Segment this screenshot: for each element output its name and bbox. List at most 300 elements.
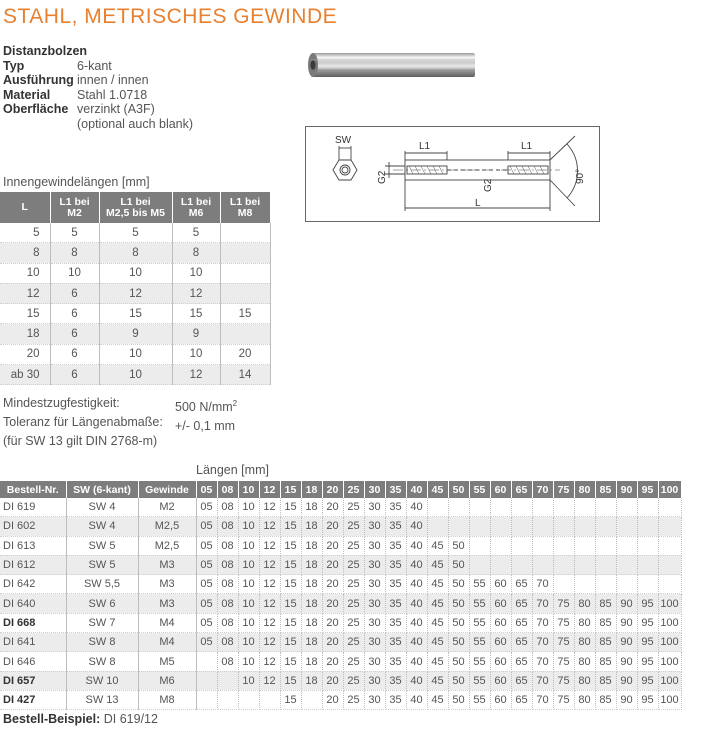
length-cell: 85 <box>595 690 616 709</box>
table-row <box>0 555 681 574</box>
thread-cell: M4 <box>138 613 196 632</box>
table-row <box>0 690 681 709</box>
header-line: M2 <box>67 206 82 219</box>
length-cell: 90 <box>616 613 637 632</box>
length-cell <box>637 575 658 594</box>
length-cell <box>427 517 448 536</box>
length-cell: 25 <box>343 498 364 517</box>
table-cell: 12 <box>172 365 220 385</box>
length-cell: 75 <box>553 671 574 690</box>
thread-table-header-cell <box>0 192 50 223</box>
header-line: L1 bei <box>229 195 261 208</box>
length-cell <box>427 498 448 517</box>
length-cell: 100 <box>658 594 681 613</box>
order-example-label: Bestell-Beispiel: <box>3 712 101 726</box>
table-cell: 15 <box>172 304 220 324</box>
length-cell: 55 <box>469 671 490 690</box>
note-row <box>3 415 237 434</box>
length-cell: 20 <box>322 498 343 517</box>
length-cell: 25 <box>343 517 364 536</box>
length-cell: 60 <box>490 652 511 671</box>
length-cell: 18 <box>301 498 322 517</box>
table-cell: 6 <box>50 365 99 385</box>
length-cell: 75 <box>553 633 574 652</box>
length-cell <box>574 517 595 536</box>
note-label: Toleranz für Längenabmaße: <box>3 415 163 430</box>
spec-label: Oberfläche <box>3 102 69 117</box>
length-cell <box>448 498 469 517</box>
length-cell <box>238 690 259 709</box>
table-row <box>0 283 270 303</box>
length-cell: 90 <box>616 633 637 652</box>
header-line: M8 <box>237 206 253 219</box>
order-table-header-cell: 90 <box>616 481 637 498</box>
length-cell <box>469 517 490 536</box>
length-cell: 30 <box>364 498 385 517</box>
table-row <box>0 365 270 385</box>
length-cell <box>490 517 511 536</box>
order-number-cell: DI 641 <box>0 633 66 652</box>
spec-value: innen / innen <box>77 73 149 88</box>
length-cell: 70 <box>532 575 553 594</box>
length-cell: 70 <box>532 652 553 671</box>
length-cell: 10 <box>238 613 259 632</box>
length-cell: 18 <box>301 613 322 632</box>
length-cell: 90 <box>616 690 637 709</box>
length-cell: 40 <box>406 498 427 517</box>
page-title: STAHL, METRISCHES GEWINDE <box>3 5 338 28</box>
length-cell: 100 <box>658 652 681 671</box>
length-cell: 12 <box>259 498 280 517</box>
spec-row <box>3 117 193 132</box>
order-number-cell: DI 602 <box>0 517 66 536</box>
drawing-l-label: L <box>475 198 481 209</box>
length-cell: 25 <box>343 613 364 632</box>
order-number-cell: DI 613 <box>0 536 66 555</box>
length-cell: 55 <box>469 575 490 594</box>
wrench-size-cell: SW 8 <box>66 633 138 652</box>
order-table-header-cell: 65 <box>511 481 532 498</box>
thread-table-header-cell <box>172 192 220 223</box>
drawing-l1-right: L1 <box>521 141 533 152</box>
length-cell: 15 <box>280 498 301 517</box>
length-cell <box>196 690 217 709</box>
note-value <box>175 396 237 415</box>
table-cell: 5 <box>99 223 172 243</box>
wrench-size-cell: SW 13 <box>66 690 138 709</box>
drawing-angle: 90° <box>575 168 586 184</box>
length-cell: 75 <box>553 690 574 709</box>
spec-label <box>3 117 77 132</box>
length-cell: 85 <box>595 594 616 613</box>
spec-row <box>3 102 193 117</box>
length-cell: 100 <box>658 690 681 709</box>
table-cell: 8 <box>172 243 220 263</box>
technical-drawing <box>305 126 600 222</box>
length-cell: 60 <box>490 594 511 613</box>
length-cell <box>532 555 553 574</box>
length-cell: 18 <box>301 652 322 671</box>
length-cell: 35 <box>385 517 406 536</box>
length-cell <box>490 555 511 574</box>
length-cell <box>490 536 511 555</box>
length-cell: 65 <box>511 613 532 632</box>
note-value-text: 500 N/mm <box>175 400 233 415</box>
table-row <box>0 517 681 536</box>
spec-row <box>3 88 193 103</box>
order-table-header-cell: 15 <box>280 481 301 498</box>
length-cell: 70 <box>532 633 553 652</box>
length-cell: 10 <box>238 575 259 594</box>
length-cell <box>658 517 681 536</box>
order-table-header-cell: 25 <box>343 481 364 498</box>
length-cell: 18 <box>301 633 322 652</box>
table-cell <box>220 263 270 283</box>
length-cell: 55 <box>469 652 490 671</box>
header-line: L1 bei <box>180 195 212 208</box>
order-table-header-cell: 10 <box>238 481 259 498</box>
length-cell <box>595 498 616 517</box>
header-line: L <box>21 201 28 213</box>
table-cell: 8 <box>99 243 172 263</box>
length-cell: 35 <box>385 594 406 613</box>
order-table-header <box>0 481 681 498</box>
length-cell: 20 <box>322 671 343 690</box>
table-cell: 10 <box>172 344 220 364</box>
drawing-l1-left: L1 <box>419 141 431 152</box>
spec-value: Stahl 1.0718 <box>77 87 148 102</box>
order-table-header-cell: 18 <box>301 481 322 498</box>
length-cell: 05 <box>196 613 217 632</box>
thread-cell: M3 <box>138 594 196 613</box>
length-cell <box>553 536 574 555</box>
length-cell: 12 <box>259 633 280 652</box>
table-row <box>0 498 681 517</box>
length-cell: 40 <box>406 575 427 594</box>
length-cell <box>217 690 238 709</box>
length-cell: 70 <box>532 594 553 613</box>
length-cell <box>616 536 637 555</box>
order-table-caption: Längen [mm] <box>196 463 269 477</box>
drawing-g2-right: G2 <box>483 178 494 192</box>
product-specs <box>3 44 193 132</box>
order-number-cell: DI 427 <box>0 690 66 709</box>
thread-cell: M8 <box>138 690 196 709</box>
length-cell <box>658 498 681 517</box>
length-cell <box>301 690 322 709</box>
length-cell <box>490 498 511 517</box>
length-cell <box>595 517 616 536</box>
length-cell: 25 <box>343 690 364 709</box>
order-table-header-cell: SW (6-kant) <box>66 481 138 498</box>
order-table-header-cell: 60 <box>490 481 511 498</box>
length-cell: 90 <box>616 594 637 613</box>
length-cell <box>196 671 217 690</box>
length-cell: 30 <box>364 575 385 594</box>
length-cell: 12 <box>259 671 280 690</box>
length-cell: 30 <box>364 517 385 536</box>
length-cell: 50 <box>448 690 469 709</box>
length-cell: 40 <box>406 671 427 690</box>
order-table-header-cell: 45 <box>427 481 448 498</box>
table-cell: 6 <box>50 324 99 344</box>
length-cell: 55 <box>469 690 490 709</box>
length-cell <box>595 575 616 594</box>
length-cell: 30 <box>364 671 385 690</box>
length-cell: 45 <box>427 536 448 555</box>
length-cell: 80 <box>574 690 595 709</box>
length-cell: 15 <box>280 594 301 613</box>
table-cell: 8 <box>50 243 99 263</box>
table-cell: 12 <box>99 283 172 303</box>
spec-row <box>3 59 193 74</box>
header-line: L1 bei <box>120 195 151 208</box>
length-cell <box>616 555 637 574</box>
length-cell: 50 <box>448 652 469 671</box>
thread-cell: M3 <box>138 555 196 574</box>
length-cell: 10 <box>238 517 259 536</box>
note-superscript: 2 <box>232 399 238 408</box>
length-cell: 40 <box>406 690 427 709</box>
length-cell: 08 <box>217 498 238 517</box>
length-cell: 10 <box>238 652 259 671</box>
length-cell: 90 <box>616 652 637 671</box>
table-row <box>0 652 681 671</box>
order-table <box>0 481 682 710</box>
order-table-header-cell: 95 <box>637 481 658 498</box>
length-cell <box>259 690 280 709</box>
length-cell: 05 <box>196 633 217 652</box>
length-cell: 12 <box>259 555 280 574</box>
length-cell <box>511 498 532 517</box>
order-example-value: DI 619/12 <box>103 712 158 726</box>
wrench-size-cell: SW 4 <box>66 517 138 536</box>
order-number-cell: DI 668 <box>0 613 66 632</box>
order-table-header-cell: 20 <box>322 481 343 498</box>
length-cell: 65 <box>511 575 532 594</box>
length-cell: 05 <box>196 498 217 517</box>
length-cell <box>616 517 637 536</box>
length-cell: 40 <box>406 555 427 574</box>
length-cell: 08 <box>217 575 238 594</box>
length-cell: 30 <box>364 555 385 574</box>
length-cell: 95 <box>637 690 658 709</box>
length-cell: 55 <box>469 613 490 632</box>
length-cell <box>217 671 238 690</box>
wrench-size-cell: SW 5 <box>66 555 138 574</box>
length-cell <box>637 517 658 536</box>
length-cell <box>574 555 595 574</box>
length-cell <box>658 536 681 555</box>
table-cell: 10 <box>172 263 220 283</box>
thread-table-header-cell <box>50 192 99 223</box>
length-cell: 20 <box>322 575 343 594</box>
length-cell: 25 <box>343 536 364 555</box>
order-number-cell: DI 640 <box>0 594 66 613</box>
note-value-text: +/- 0,1 mm <box>175 419 236 434</box>
length-cell: 25 <box>343 652 364 671</box>
thread-length-table <box>0 192 271 385</box>
thread-table-header-cell <box>220 192 270 223</box>
header-line: M2,5 bis M5 <box>106 206 165 219</box>
table-cell: 12 <box>0 283 50 303</box>
length-cell <box>658 575 681 594</box>
length-cell <box>574 575 595 594</box>
table-row <box>0 304 270 324</box>
length-cell: 95 <box>637 613 658 632</box>
spec-label: Material <box>3 87 51 102</box>
order-table-header-cell: 55 <box>469 481 490 498</box>
length-cell: 80 <box>574 652 595 671</box>
length-cell: 35 <box>385 498 406 517</box>
table-cell: 5 <box>172 223 220 243</box>
length-cell: 65 <box>511 652 532 671</box>
order-table-header-cell: 40 <box>406 481 427 498</box>
notes <box>3 396 237 449</box>
length-cell: 50 <box>448 575 469 594</box>
table-cell: 10 <box>99 344 172 364</box>
spec-value: verzinkt (A3F) <box>77 102 155 117</box>
table-cell: 10 <box>99 365 172 385</box>
length-cell: 95 <box>637 594 658 613</box>
thread-cell: M3 <box>138 575 196 594</box>
length-cell: 10 <box>238 536 259 555</box>
length-cell: 18 <box>301 517 322 536</box>
order-table-header-cell: 75 <box>553 481 574 498</box>
table-row <box>0 613 681 632</box>
length-cell <box>532 517 553 536</box>
length-cell <box>469 555 490 574</box>
length-cell: 85 <box>595 633 616 652</box>
length-cell: 12 <box>259 652 280 671</box>
length-cell <box>595 555 616 574</box>
length-cell <box>532 498 553 517</box>
spec-row <box>3 73 193 88</box>
thread-table-header <box>0 192 270 223</box>
table-cell: 14 <box>220 365 270 385</box>
length-cell: 95 <box>637 652 658 671</box>
order-number-cell: DI 612 <box>0 555 66 574</box>
length-cell: 60 <box>490 613 511 632</box>
order-number-cell: DI 619 <box>0 498 66 517</box>
length-cell: 05 <box>196 594 217 613</box>
length-cell: 20 <box>322 555 343 574</box>
wrench-size-cell: SW 8 <box>66 652 138 671</box>
table-cell <box>220 243 270 263</box>
length-cell: 35 <box>385 652 406 671</box>
table-cell: 6 <box>50 344 99 364</box>
length-cell: 15 <box>280 613 301 632</box>
length-cell: 20 <box>322 690 343 709</box>
length-cell: 40 <box>406 517 427 536</box>
length-cell: 08 <box>217 652 238 671</box>
length-cell: 40 <box>406 613 427 632</box>
table-cell: 9 <box>99 324 172 344</box>
order-table-header-cell: 50 <box>448 481 469 498</box>
wrench-size-cell: SW 5 <box>66 536 138 555</box>
length-cell: 55 <box>469 594 490 613</box>
thread-cell: M4 <box>138 633 196 652</box>
length-cell: 25 <box>343 594 364 613</box>
table-cell: 15 <box>0 304 50 324</box>
thread-cell: M2 <box>138 498 196 517</box>
length-cell: 70 <box>532 613 553 632</box>
note-value <box>175 415 235 434</box>
length-cell: 65 <box>511 594 532 613</box>
thread-cell: M5 <box>138 652 196 671</box>
length-cell: 12 <box>259 613 280 632</box>
length-cell: 85 <box>595 652 616 671</box>
spec-label: Ausführung <box>3 73 74 88</box>
length-cell: 05 <box>196 536 217 555</box>
table-cell <box>220 223 270 243</box>
length-cell <box>511 517 532 536</box>
length-cell: 35 <box>385 671 406 690</box>
length-cell: 30 <box>364 652 385 671</box>
order-table-header-cell: 80 <box>574 481 595 498</box>
order-table-header-cell: 70 <box>532 481 553 498</box>
length-cell: 18 <box>301 594 322 613</box>
length-cell: 70 <box>532 671 553 690</box>
length-cell: 05 <box>196 575 217 594</box>
table-cell: 20 <box>0 344 50 364</box>
length-cell: 35 <box>385 690 406 709</box>
length-cell: 40 <box>406 633 427 652</box>
length-cell: 35 <box>385 536 406 555</box>
table-cell: 15 <box>220 304 270 324</box>
length-cell: 05 <box>196 517 217 536</box>
length-cell: 08 <box>217 613 238 632</box>
length-cell <box>616 575 637 594</box>
order-table-header-cell: 100 <box>658 481 681 498</box>
thread-table-caption: Innengewindelängen [mm] <box>3 175 150 189</box>
standoff-photo <box>305 50 478 80</box>
length-cell <box>532 536 553 555</box>
thread-cell: M2,5 <box>138 517 196 536</box>
length-cell: 15 <box>280 652 301 671</box>
length-cell: 100 <box>658 613 681 632</box>
length-cell: 08 <box>217 633 238 652</box>
table-cell <box>220 283 270 303</box>
length-cell: 100 <box>658 633 681 652</box>
length-cell: 10 <box>238 555 259 574</box>
length-cell: 45 <box>427 613 448 632</box>
length-cell: 35 <box>385 555 406 574</box>
wrench-size-cell: SW 6 <box>66 594 138 613</box>
note-row <box>3 434 237 449</box>
wrench-size-cell: SW 10 <box>66 671 138 690</box>
length-cell: 12 <box>259 536 280 555</box>
length-cell: 30 <box>364 594 385 613</box>
length-cell <box>511 555 532 574</box>
table-cell: 6 <box>50 283 99 303</box>
table-row <box>0 344 270 364</box>
length-cell: 20 <box>322 613 343 632</box>
length-cell <box>616 498 637 517</box>
table-cell: 10 <box>50 263 99 283</box>
length-cell: 30 <box>364 690 385 709</box>
length-cell: 65 <box>511 633 532 652</box>
length-cell: 70 <box>532 690 553 709</box>
length-cell: 08 <box>217 594 238 613</box>
length-cell: 40 <box>406 536 427 555</box>
length-cell: 18 <box>301 575 322 594</box>
length-cell: 60 <box>490 690 511 709</box>
length-cell <box>595 536 616 555</box>
length-cell: 50 <box>448 613 469 632</box>
length-cell: 20 <box>322 594 343 613</box>
thread-cell: M6 <box>138 671 196 690</box>
